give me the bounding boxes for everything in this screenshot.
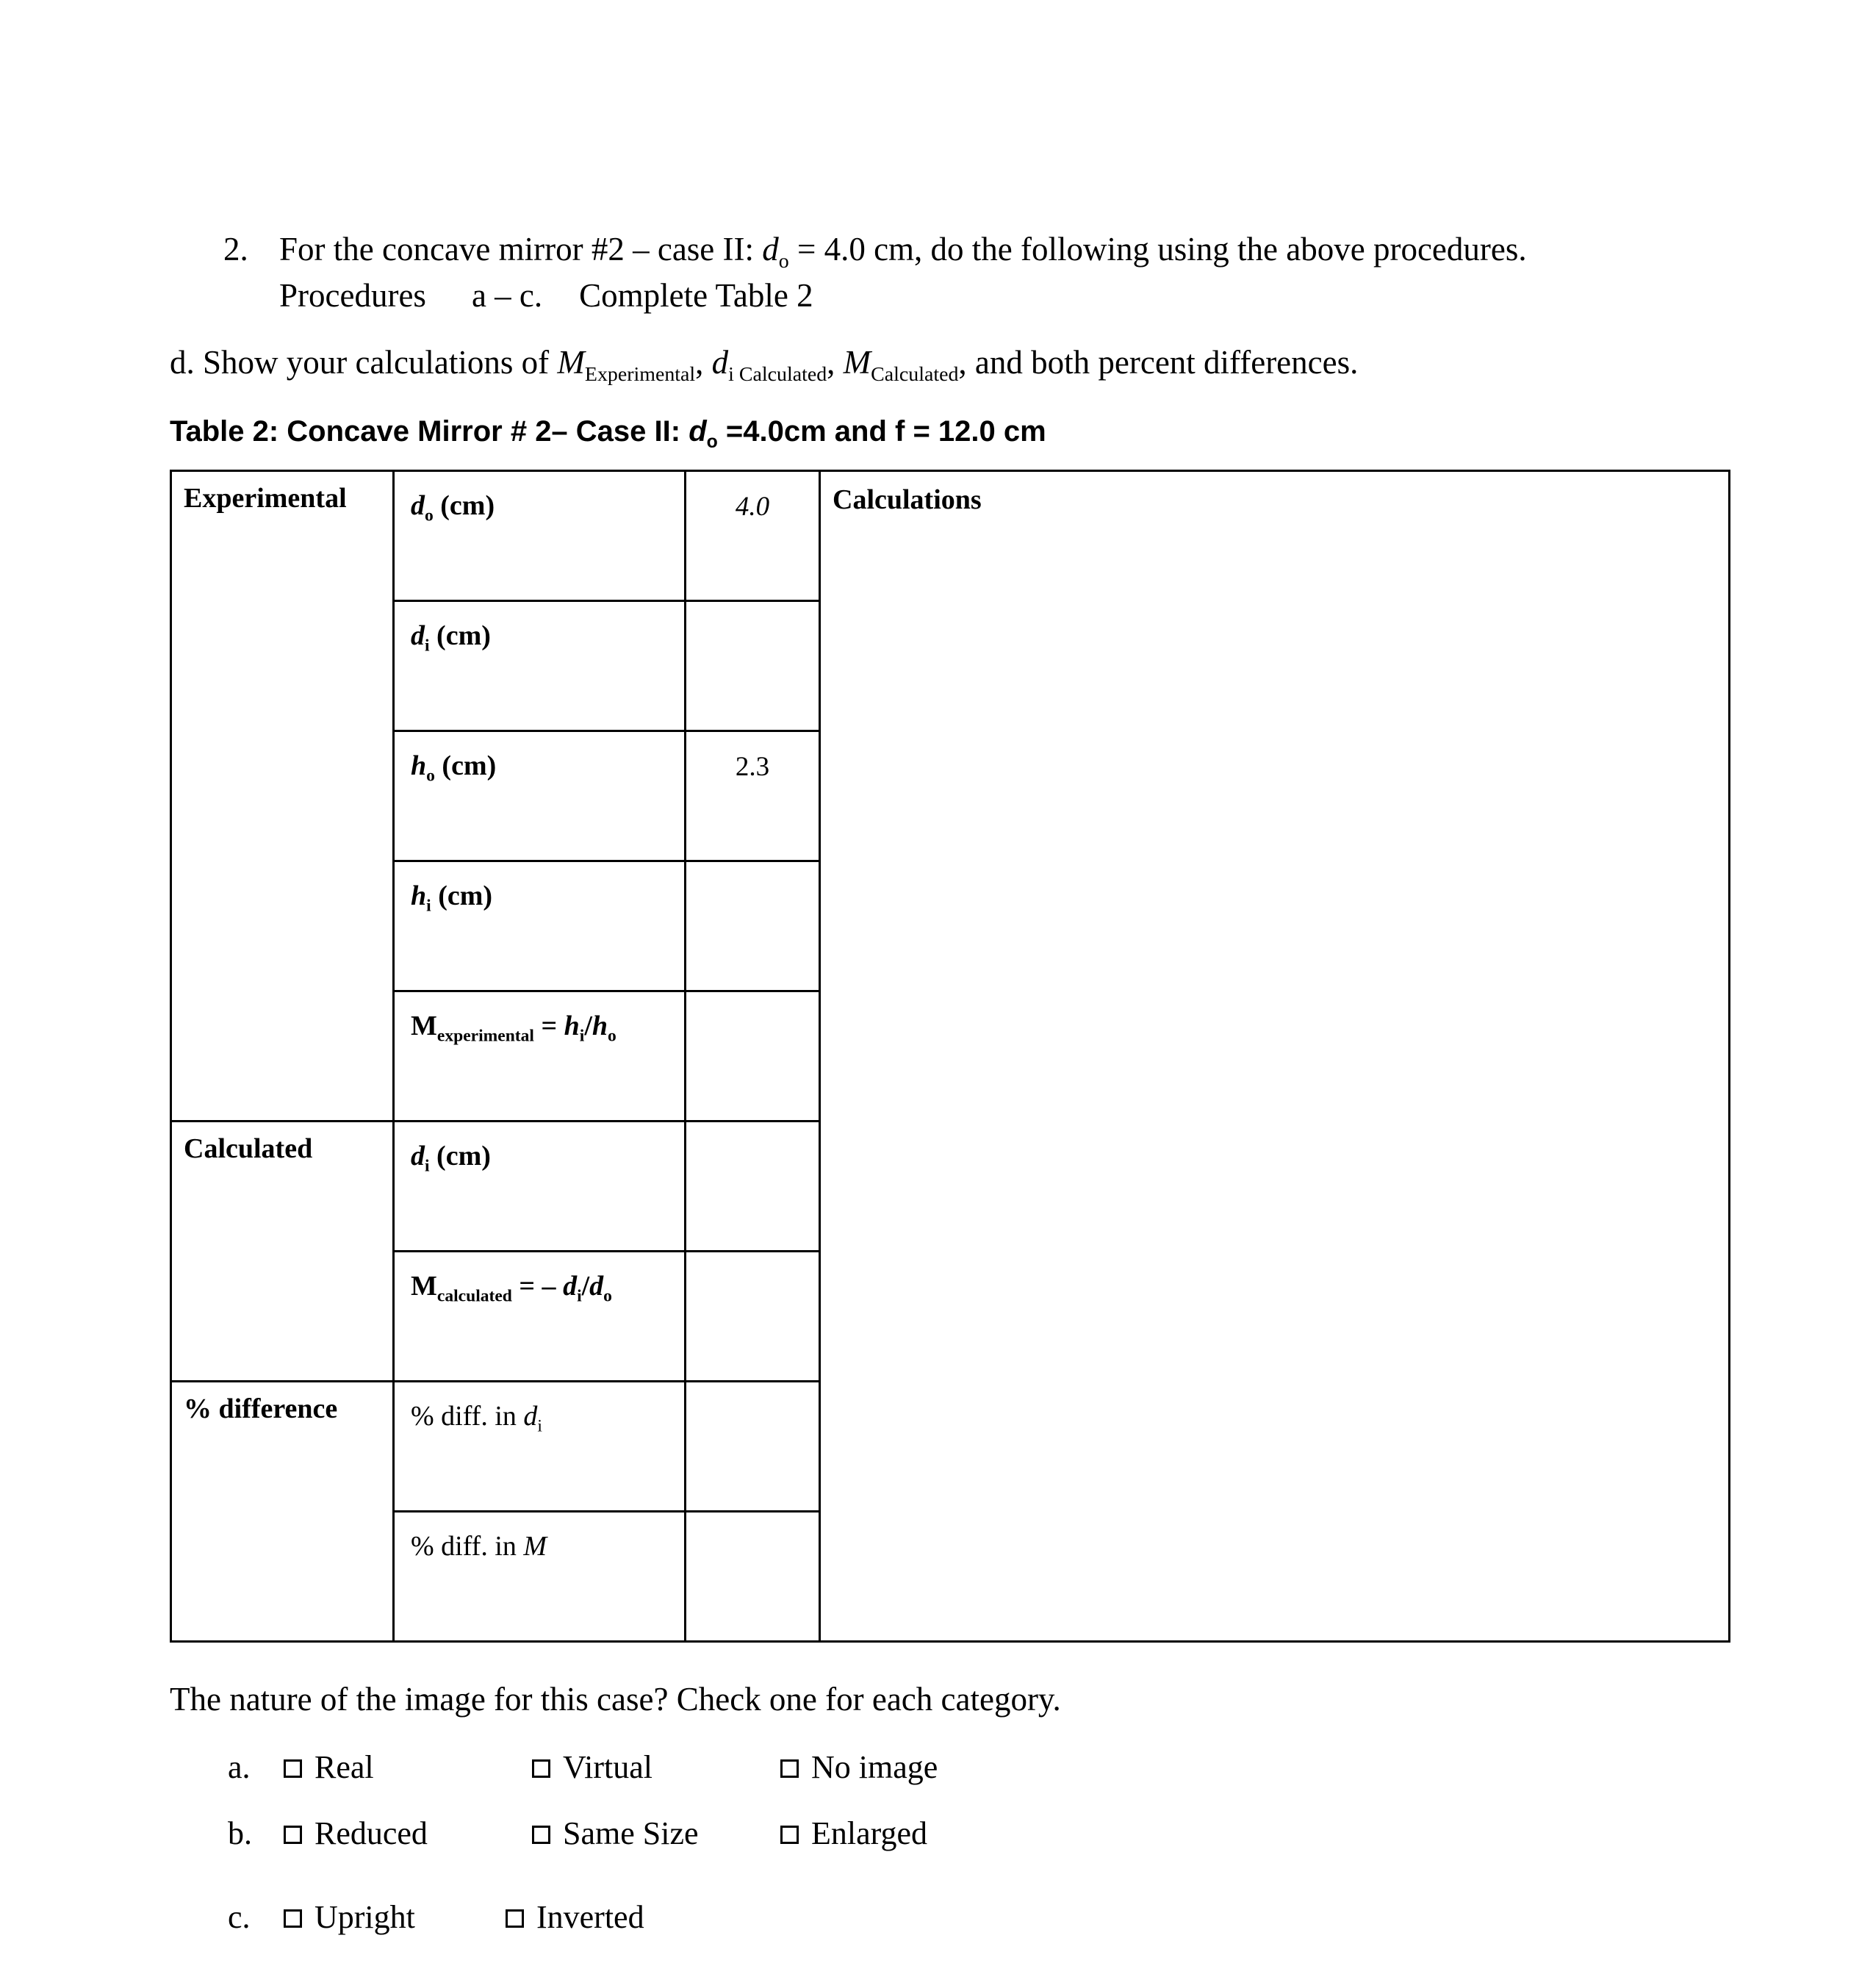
- section-experimental: Experimental: [171, 471, 394, 1122]
- checkbox-reduced[interactable]: [284, 1826, 302, 1844]
- value-ho[interactable]: 2.3: [686, 731, 820, 861]
- checkbox-virtual[interactable]: [532, 1759, 550, 1778]
- option-same-size-label: Same Size: [563, 1815, 699, 1851]
- procedure-line-1: For the concave mirror #2 – case II: $d_o = 4.0$ cm, do the following using the above procedures.: [279, 231, 1527, 273]
- procedure-item-2: [223, 226, 1728, 319]
- value-do[interactable]: 4.0: [686, 471, 820, 601]
- option-real-label: Real: [314, 1749, 374, 1785]
- checkbox-enlarged[interactable]: [780, 1826, 799, 1844]
- item-body: [279, 226, 1728, 319]
- nature-row-c: [228, 1895, 1728, 1940]
- option-upright: [284, 1895, 506, 1940]
- row-letter-c: c.: [228, 1899, 251, 1935]
- option-inverted-label: Inverted: [536, 1899, 644, 1935]
- nature-row-b: [228, 1811, 1728, 1856]
- complete-table-text: Complete Table 2: [579, 277, 813, 314]
- row-label-hi: $h_i$ (cm): [394, 861, 686, 991]
- option-virtual-label: Virtual: [563, 1749, 653, 1785]
- checkbox-upright[interactable]: [284, 1909, 302, 1928]
- row-label-m-experimental: $M_{experimental} = h_i/h_o$: [394, 991, 686, 1122]
- nature-row-a: [228, 1745, 1728, 1790]
- row-label-do: $d_o$ (cm): [394, 471, 686, 601]
- section-pct-difference: % difference: [171, 1382, 394, 1642]
- item-number: 2.: [223, 231, 248, 268]
- option-enlarged: [780, 1811, 927, 1856]
- option-real: [284, 1745, 532, 1790]
- calculations-cell[interactable]: [820, 471, 1730, 1642]
- procedure-line-2: [279, 273, 1728, 319]
- row-letter-a: a.: [228, 1749, 251, 1785]
- row-label-ho: $h_o$ (cm): [394, 731, 686, 861]
- value-pct-diff-m[interactable]: [686, 1512, 820, 1642]
- checkbox-inverted[interactable]: [506, 1909, 524, 1928]
- option-inverted: [506, 1895, 644, 1940]
- row-letter-b: b.: [228, 1815, 252, 1851]
- option-upright-label: Upright: [314, 1899, 415, 1935]
- option-no-image: [780, 1745, 938, 1790]
- row-label-di: $d_i$ (cm): [394, 601, 686, 731]
- value-di[interactable]: [686, 601, 820, 731]
- option-reduced-label: Reduced: [314, 1815, 428, 1851]
- value-pct-diff-di[interactable]: [686, 1382, 820, 1512]
- value-m-experimental[interactable]: [686, 991, 820, 1122]
- table-title: Table 2: Concave Mirror # 2– Case II: $d_o =4.0cm$ and f = 12.0 cm: [170, 415, 1046, 452]
- calculations-header: Calculations: [833, 484, 982, 515]
- checkbox-no-image[interactable]: [780, 1759, 799, 1778]
- table-2: [170, 470, 1730, 1643]
- procedures-range: a – c.: [471, 277, 543, 314]
- nature-question: The nature of the image for this case? Check one for each category.: [170, 1681, 1061, 1718]
- row-label-pct-diff-di: % diff. in $d_i$: [394, 1382, 686, 1512]
- table-row: [171, 471, 1730, 601]
- row-label-pct-diff-m: % diff. in M: [394, 1512, 686, 1642]
- option-reduced: [284, 1811, 532, 1856]
- row-label-di-calculated: $d_i$ (cm): [394, 1122, 686, 1252]
- option-no-image-label: No image: [811, 1749, 938, 1785]
- row-label-m-calculated: $M_{calculated}$ = – $d_i/d_o$: [394, 1252, 686, 1382]
- procedures-word: Procedures: [279, 277, 426, 314]
- option-virtual: [532, 1745, 780, 1790]
- section-calculated: Calculated: [171, 1122, 394, 1382]
- option-same-size: [532, 1811, 780, 1856]
- option-enlarged-label: Enlarged: [811, 1815, 928, 1851]
- instruction-d: d. Show your calculations of $M_{Experimental}$, $d_{i Calculated}$, $M_{Calculated}$, and both percent differences.: [170, 344, 1359, 386]
- checkbox-same-size[interactable]: [532, 1826, 550, 1844]
- value-hi[interactable]: [686, 861, 820, 991]
- value-m-calculated[interactable]: [686, 1252, 820, 1382]
- checkbox-real[interactable]: [284, 1759, 302, 1778]
- value-di-calculated[interactable]: [686, 1122, 820, 1252]
